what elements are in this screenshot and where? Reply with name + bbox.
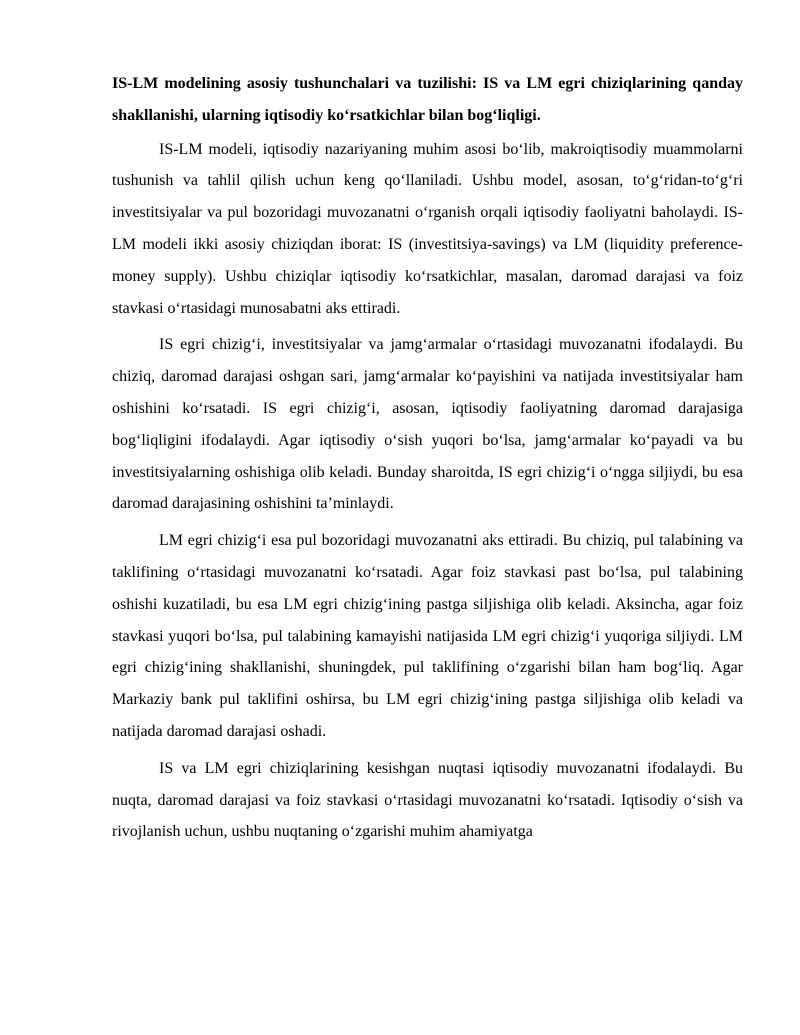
document-page bbox=[112, 68, 743, 853]
paragraph-1: IS-LM modeli, iqtisodiy nazariyaning muhim asosi bo‘lib, makroiqtisodiy muammolarni tushunish va tahlil qilish uchun keng qo‘llaniladi. Ushbu model, asosan, to‘g‘ridan-to‘g‘ri investitsiyalar va pul bozoridagi muvozanatni o‘rganish orqali iqtisodiy faoliyatni baholaydi. IS-LM modeli ikki asosiy chiziqdan iborat: IS (investitsiya-savings) va LM (liquidity preference-money supply). Ushbu chiziqlar iqtisodiy ko‘rsatkichlar, masalan, daromad darajasi va foiz stavkasi o‘rtasidagi munosabatni aks ettiradi. bbox=[112, 140, 743, 317]
paragraph-2: IS egri chizig‘i, investitsiyalar va jamg‘armalar o‘rtasidagi muvozanatni ifodalaydi. Bu chiziq, daromad darajasi oshgan sari, jamg‘armalar ko‘payishini va natijada investitsiyalar ham oshishini ko‘rsatadi. IS egri chizig‘i, asosan, iqtisodiy faoliyatning daromad darajasiga bog‘liqligini ifodalaydi. Agar iqtisodiy o‘sish yuqori bo‘lsa, jamg‘armalar ko‘payadi va bu investitsiyalarning oshishiga olib keladi. Bunday sharoitda, IS egri chizig‘i o‘ngga siljiydi, bu esa daromad darajasining oshishini ta’minlaydi. bbox=[112, 336, 743, 513]
paragraph-4: IS va LM egri chiziqlarining kesishgan nuqtasi iqtisodiy muvozanatni ifodalaydi. Bu nuqta, daromad darajasi va foiz stavkasi o‘rtasidagi muvozanatni ko‘rsatadi. Iqtisodiy o‘sish va rivojlanish uchun, ushbu nuqtaning o‘zgarishi muhim ahamiyatga bbox=[112, 759, 743, 841]
section-heading: IS-LM modelining asosiy tushunchalari va tuzilishi: IS va LM egri chiziqlarining qanday shakllanishi, ularning iqtisodiy ko‘rsatkichlar bilan bog‘liqligi. bbox=[112, 75, 743, 124]
paragraph-3: LM egri chizig‘i esa pul bozoridagi muvozanatni aks ettiradi. Bu chiziq, pul talabining va taklifining o‘rtasidagi muvozanatni ko‘rsatadi. Agar foiz stavkasi past bo‘lsa, pul talabining oshishi kuzatiladi, bu esa LM egri chizig‘ining pastga siljishiga olib keladi. Aksincha, agar foiz stavkasi yuqori bo‘lsa, pul talabining kamayishi natijasida LM egri chizig‘i yuqoriga siljiydi. LM egri chizig‘ining shakllanishi, shuningdek, pul taklifining o‘zgarishi bilan ham bog‘liq. Agar Markaziy bank pul taklifini oshirsa, bu LM egri chizig‘ining pastga siljishiga olib keladi va natijada daromad darajasi oshadi. bbox=[112, 532, 743, 740]
